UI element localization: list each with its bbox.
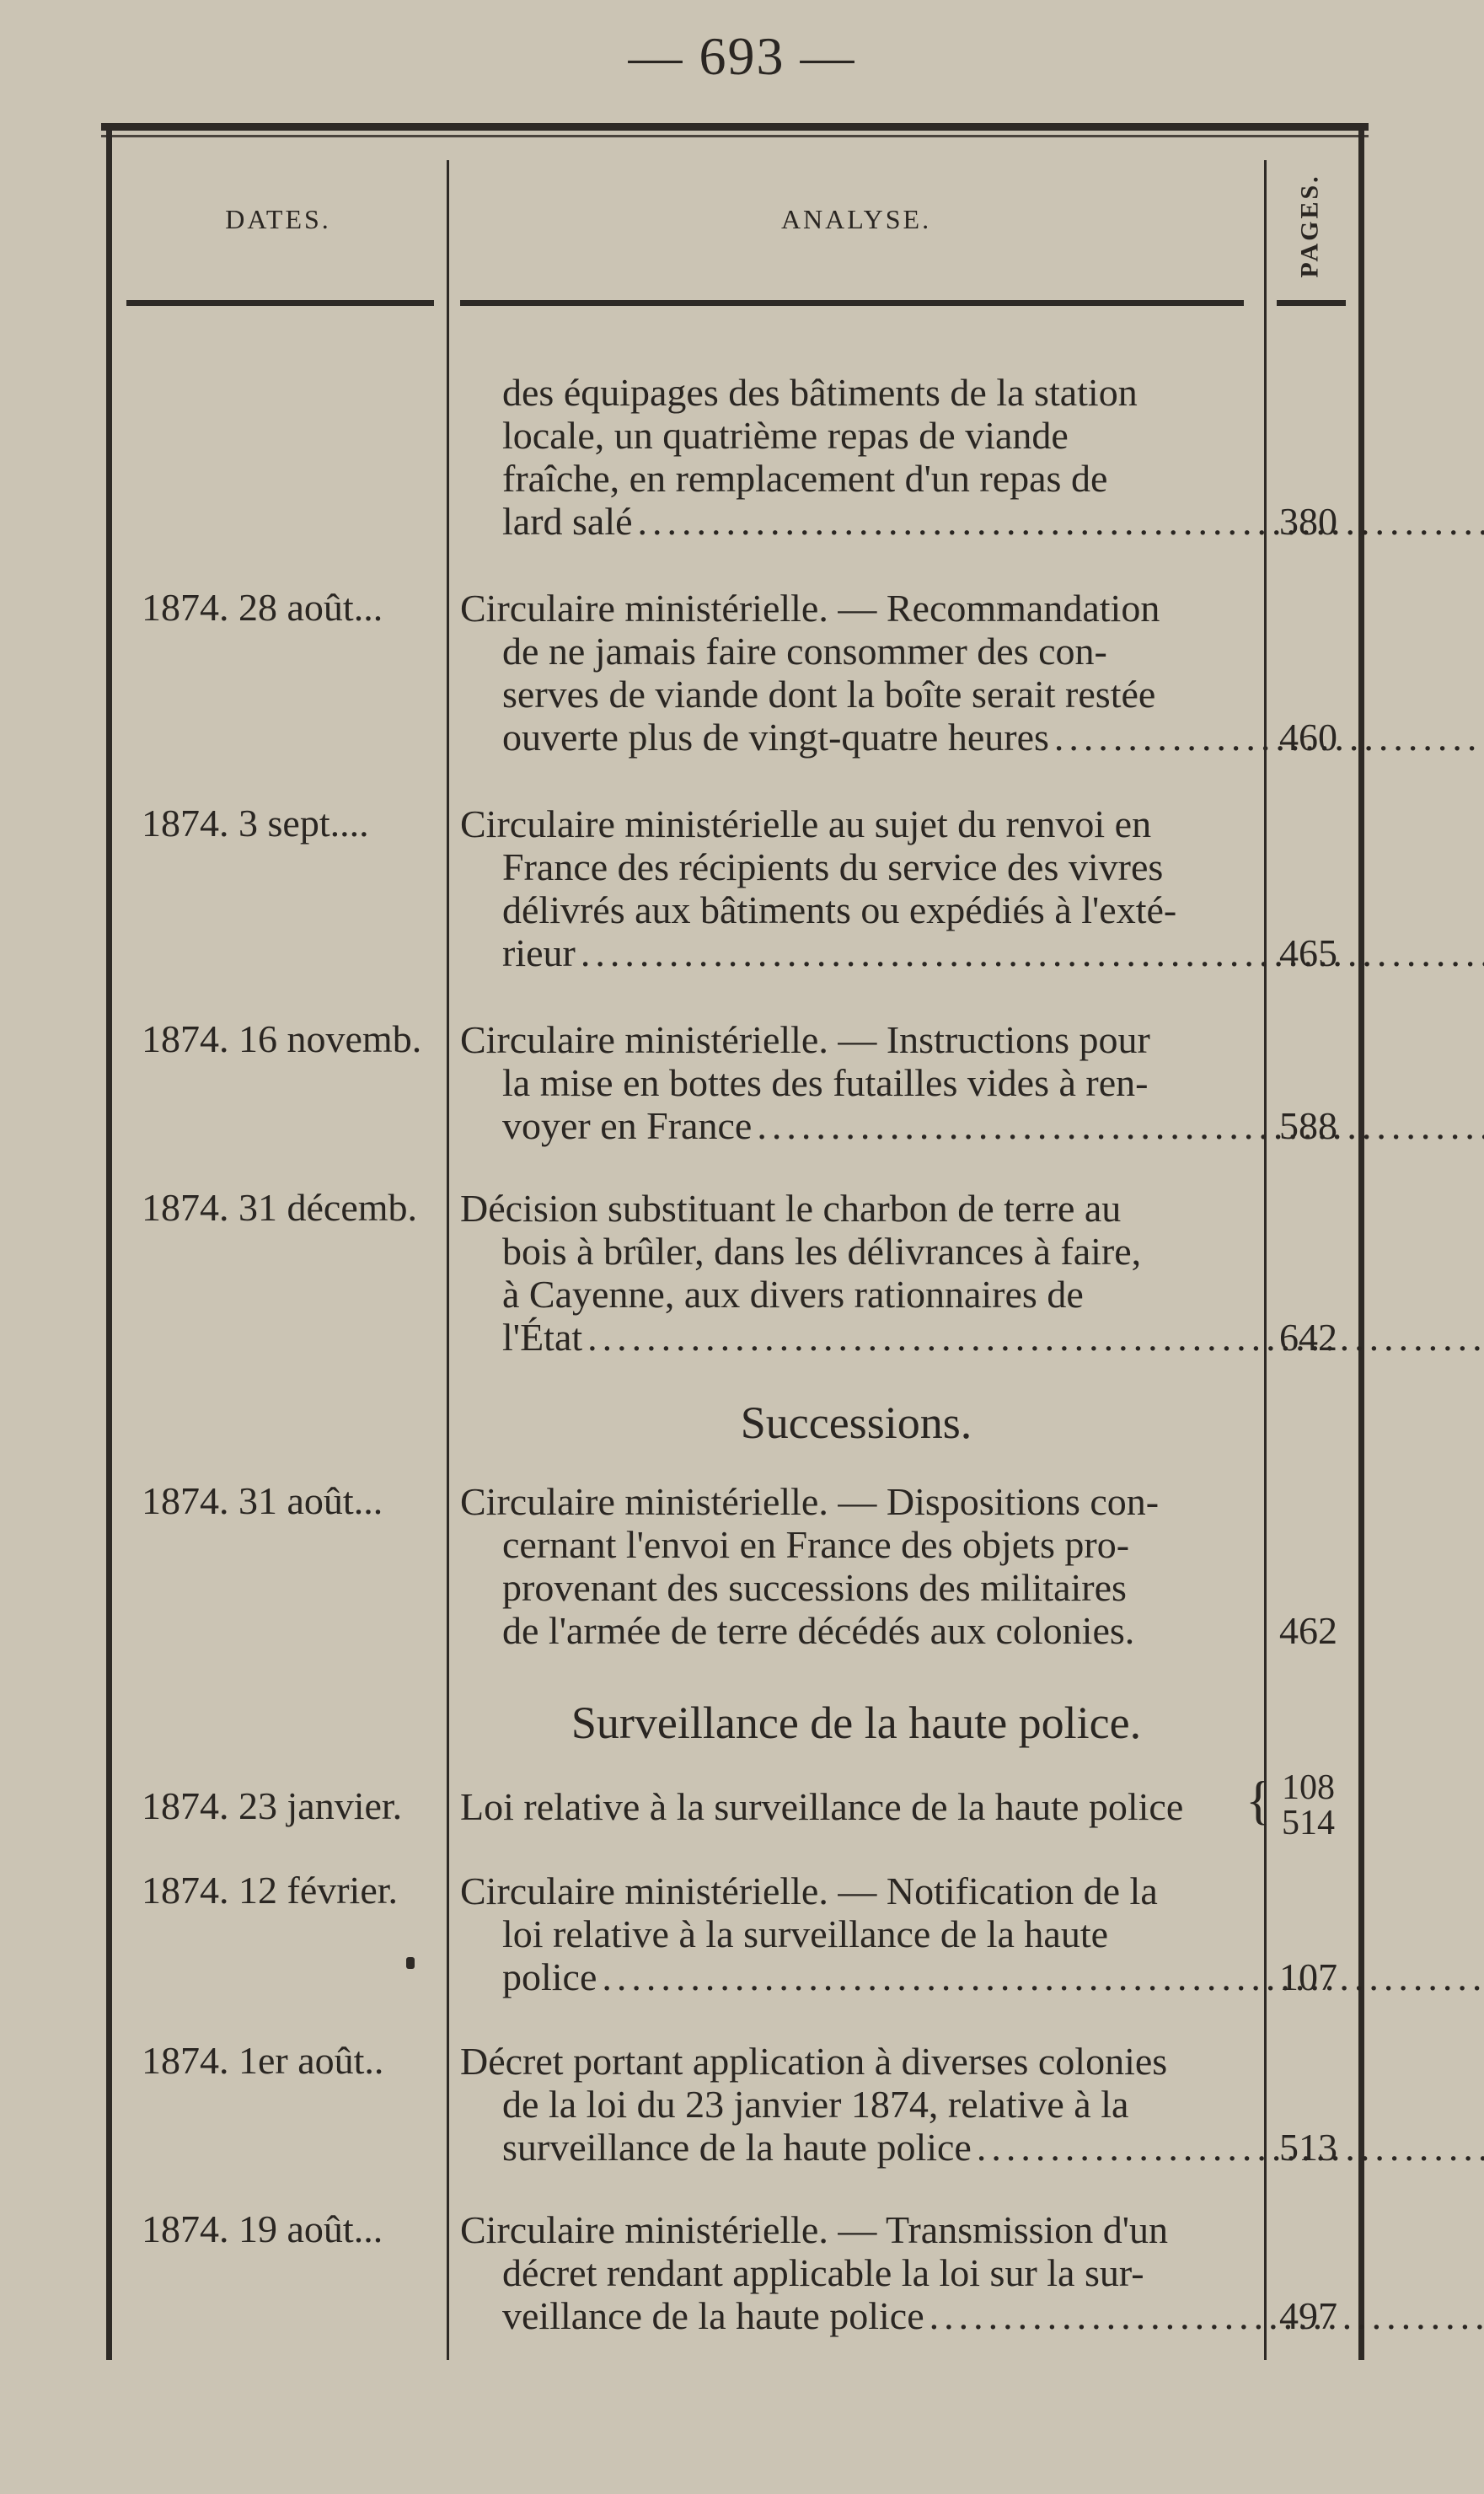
entry-text xyxy=(460,2040,1252,2169)
entry-text xyxy=(460,802,1252,974)
text-line: loi relative à la surveillance de la haute xyxy=(502,1912,1109,1955)
text-line: Loi relative à la surveillance de la haute police xyxy=(460,1785,1184,1828)
ink-mark xyxy=(406,1957,415,1969)
text-line-leader xyxy=(460,1104,1252,1147)
text-line: Circulaire ministérielle. — Dispositions con- xyxy=(460,1480,1160,1523)
page-ref: 107 xyxy=(1279,1955,1337,1998)
entry-text xyxy=(460,1018,1252,1147)
entry-date: 1874. 1er août.. xyxy=(142,2039,384,2082)
text-line: la mise en bottes des futailles vides à ren- xyxy=(502,1061,1149,1104)
text-line: cernant l'envoi en France des objets pro- xyxy=(502,1523,1130,1566)
entry-date: 1874. 31 août... xyxy=(142,1479,383,1522)
text-line: délivrés aux bâtiments ou expédiés à l'exté- xyxy=(502,888,1177,931)
text-line: Circulaire ministérielle. — Notification de la xyxy=(460,1869,1158,1912)
text-line: bois à brûler, dans les délivrances à faire, xyxy=(502,1230,1142,1273)
text-line: Circulaire ministérielle au sujet du renvoi en xyxy=(460,802,1152,845)
page-ref: 108 xyxy=(1282,1768,1335,1807)
page-ref: 497 xyxy=(1279,2294,1337,2337)
entry-text xyxy=(460,587,1252,759)
text-line: de l'armée de terre décédés aux colonies. xyxy=(502,1609,1135,1652)
header-rule-analyse xyxy=(460,300,1244,306)
text-line-last: rieur xyxy=(502,931,576,974)
text-line: Décret portant application à diverses colonies xyxy=(460,2040,1168,2083)
text-line-last: l'État xyxy=(502,1316,583,1359)
entry-text xyxy=(460,1785,1252,1828)
page-ref: 642 xyxy=(1279,1316,1337,1359)
entry-date: 1874. 3 sept.... xyxy=(142,802,369,845)
header-analyse: ANALYSE. xyxy=(780,204,932,234)
text-line-leader xyxy=(460,1316,1252,1359)
section-heading-surveillance: Surveillance de la haute police. xyxy=(571,1698,1142,1748)
text-line-last: surveillance de la haute police xyxy=(502,2126,972,2169)
page-number: — 693 — xyxy=(628,26,856,86)
page-ref: 460 xyxy=(1279,716,1337,759)
header-pages xyxy=(1285,158,1336,293)
entry-text xyxy=(460,1187,1252,1359)
entry-date: 1874. 23 janvier. xyxy=(142,1784,403,1827)
entry-date: 1874. 19 août... xyxy=(142,2207,383,2250)
text-line: France des récipients du service des vivres xyxy=(502,845,1164,888)
text-line: à Cayenne, aux divers rationnaires de xyxy=(502,1273,1084,1316)
text-line-leader xyxy=(460,716,1252,759)
text-line-last: lard salé xyxy=(502,500,633,543)
text-line: serves de viande dont la boîte serait restée xyxy=(502,673,1156,716)
text-line-leader xyxy=(460,2126,1252,2169)
entry-text xyxy=(460,2208,1252,2337)
entry-date: 1874. 16 novemb. xyxy=(142,1017,422,1060)
text-line-leader xyxy=(460,931,1252,974)
entry-text xyxy=(460,1869,1252,1998)
frame-left-rule xyxy=(106,126,112,2360)
entry-date: 1874. 28 août... xyxy=(142,586,383,629)
header-dates: DATES. xyxy=(225,204,331,234)
page-ref: 513 xyxy=(1279,2126,1337,2169)
text-line-leader xyxy=(460,500,1252,543)
page-ref: 514 xyxy=(1282,1804,1335,1842)
entry-date: 1874. 31 décemb. xyxy=(142,1186,418,1229)
text-line-last: voyer en France xyxy=(502,1104,753,1147)
frame-top-rule-thin xyxy=(101,135,1369,137)
text-line-last: police xyxy=(502,1955,597,1998)
entry-text xyxy=(460,371,1252,543)
text-line: décret rendant applicable la loi sur la sur- xyxy=(502,2251,1144,2294)
text-line-leader xyxy=(460,1955,1252,1998)
page-ref: 588 xyxy=(1279,1104,1337,1147)
section-heading-successions: Successions. xyxy=(740,1397,972,1448)
page-ref: 465 xyxy=(1279,931,1337,974)
text-line: Circulaire ministérielle. — Transmission d'un xyxy=(460,2208,1169,2251)
text-line: locale, un quatrième repas de viande xyxy=(502,414,1069,457)
text-line: Circulaire ministérielle. — Instructions pour xyxy=(460,1018,1150,1061)
page-ref: 462 xyxy=(1279,1609,1337,1652)
text-line: Circulaire ministérielle. — Recommandation xyxy=(460,587,1160,630)
text-line: de ne jamais faire consommer des con- xyxy=(502,630,1107,673)
text-line: de la loi du 23 janvier 1874, relative à la xyxy=(502,2083,1129,2126)
header-pages-label: PAGES. xyxy=(1296,174,1325,278)
page-ref: 380 xyxy=(1279,500,1337,543)
text-line: provenant des successions des militaires xyxy=(502,1566,1127,1609)
text-line-last: ouverte plus de vingt-quatre heures xyxy=(502,716,1049,759)
frame-right-rule xyxy=(1358,126,1364,2360)
text-line: des équipages des bâtiments de la station xyxy=(502,371,1138,414)
header-rule-pages xyxy=(1277,300,1346,306)
frame-top-rule xyxy=(101,123,1369,131)
brace-icon: { xyxy=(1246,1770,1272,1830)
text-line: fraîche, en remplacement d'un repas de xyxy=(502,457,1108,500)
entry-date: 1874. 12 février. xyxy=(142,1869,399,1912)
text-line-last: veillance de la haute police xyxy=(502,2294,924,2337)
column-divider-pages xyxy=(1264,160,1267,2360)
entry-text xyxy=(460,1480,1252,1652)
text-line: Décision substituant le charbon de terre au xyxy=(460,1187,1122,1230)
text-line-leader xyxy=(460,2294,1252,2337)
header-rule-dates xyxy=(126,300,434,306)
column-divider-dates xyxy=(447,160,449,2360)
